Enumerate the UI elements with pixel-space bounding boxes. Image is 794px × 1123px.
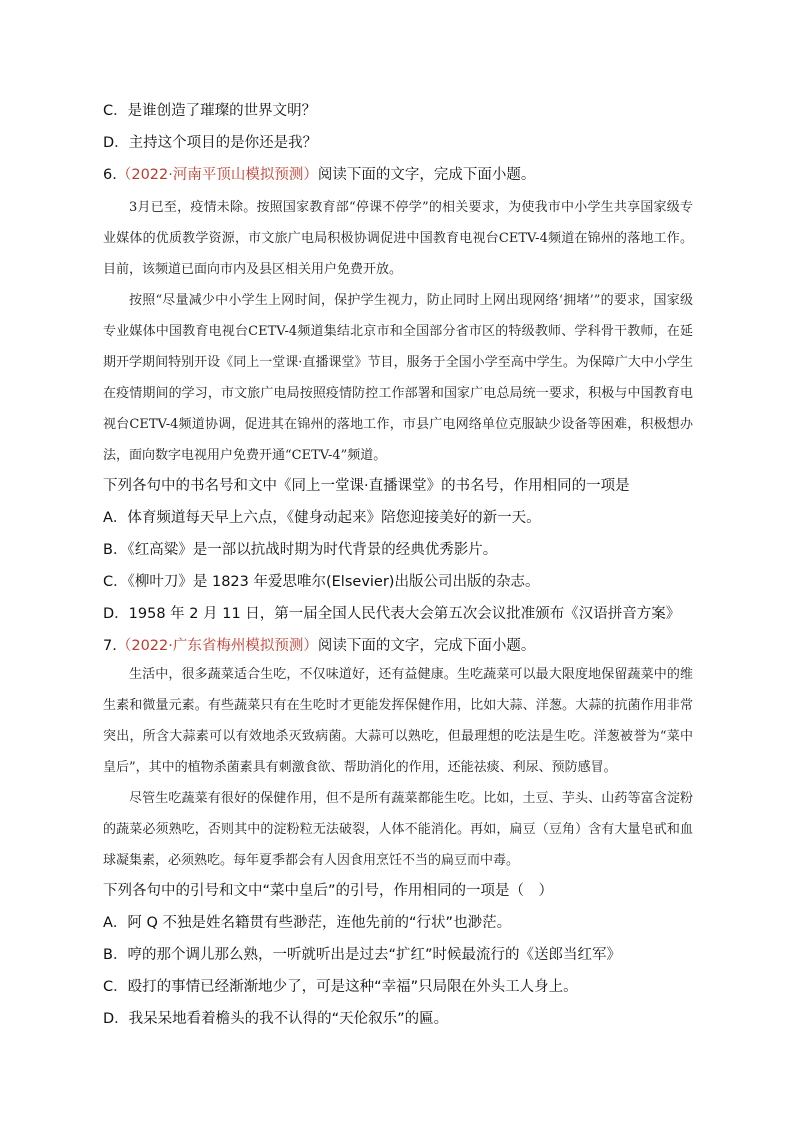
- q6-paragraph-2: 按照“尽量减少中小学生上网时间，保护学生视力，防止同时上网出现网络‘拥堵’”的要求，国家级专业媒体中国教育电视台CETV-4频道集结北京市和全国部分省市区的特级教师、学科骨干教师，在延期开学期间特别开设《同上一堂课·直播课堂》节目，服务于全国小学至高中学生。为保障广大中小学生在疫情期间的学习，市文旅广电局按照疫情防控工作部署和国家广电总局统一要求，积极与中国教育电视台CETV-4频道协调，促进其在锦州的落地工作，市县广电网络单位克服缺少设备等困难，积极想办法，面向数字电视用户免费开通“CETV-4”频道。: [103, 293, 693, 463]
- q7-instruction: 阅读下面的文字，完成下面小题。: [317, 638, 536, 654]
- q7-option-b: B．哼的那个调儿那么熟，一听就听出是过去“扩红”时候最流行的《送郎当红军》: [103, 947, 621, 963]
- q6-passage: [103, 192, 693, 471]
- q6-instruction: 阅读下面的文字，完成下面小题。: [317, 167, 536, 183]
- q7-option-c: C．殴打的事情已经渐渐地少了，可是这种“幸福”只局限在外头工人身上。: [103, 979, 578, 995]
- q7-paragraph-1: 生活中，很多蔬菜适合生吃，不仅味道好，还有益健康。生吃蔬菜可以最大限度地保留蔬菜中的维生素和微量元素。有些蔬菜只有在生吃时才更能发挥保健作用，比如大蒜、洋葱。大蒜的抗菌作用非常突出，所含大蒜素可以有效地杀灭致病菌。大蒜可以熟吃，但最理想的吃法是生吃。洋葱被誉为“菜中皇后”，其中的植物杀菌素具有刺激食欲、帮助消化的作用，还能祛痰、利尿、预防感冒。: [103, 667, 693, 775]
- q6-question: 下列各句中的书名号和文中《同上一堂课·直播课堂》的书名号，作用相同的一项是: [103, 478, 630, 494]
- q7-question: 下列各句中的引号和文中“菜中皇后”的引号，作用相同的一项是（ ）: [103, 883, 554, 899]
- q7-option-d: D．我呆呆地看着檐头的我不认得的“天伦叙乐”的匾。: [103, 1011, 449, 1027]
- prev-option-c: C．是谁创造了璀璨的世界文明？: [103, 103, 317, 119]
- q6-source: （2022·河南平顶山模拟预测）: [116, 167, 318, 183]
- q6-number: 6.: [103, 167, 117, 183]
- q7-header: [103, 636, 535, 656]
- q6-option-c: C．《柳叶刀》是 1823 年爱思唯尔(Elsevier)出版公司出版的杂志。: [103, 574, 540, 590]
- prev-option-d: D．主持这个项目的是你还是我？: [103, 135, 318, 151]
- q6-option-a: A．体育频道每天早上六点，《健身动起来》陪您迎接美好的新一天。: [103, 510, 541, 526]
- q6-header: [103, 165, 535, 185]
- q7-number: 7.: [103, 638, 117, 654]
- q6-option-d: D．1958 年 2 月 11 日，第一届全国人民代表大会第五次会议批准颁布《汉语拼音方案》: [103, 606, 681, 622]
- q7-passage: [103, 659, 693, 876]
- q6-paragraph-1: 3月已至，疫情未除。按照国家教育部“停课不停学”的相关要求，为使我市中小学生共享国家级专业媒体的优质教学资源，市文旅广电局积极协调促进中国教育电视台CETV-4频道在锦州的落地工作。目前，该频道已面向市内及县区相关用户免费开放。: [103, 200, 693, 277]
- q7-source: （2022·广东省梅州模拟预测）: [116, 638, 318, 654]
- q6-option-b: B．《红高粱》是一部以抗战时期为时代背景的经典优秀影片。: [103, 542, 498, 558]
- q7-option-a: A．阿 Q 不独是姓名籍贯有些渺茫，连他先前的“行状”也渺茫。: [103, 915, 512, 931]
- q7-paragraph-2: 尽管生吃蔬菜有很好的保健作用，但不是所有蔬菜都能生吃。比如，土豆、芋头、山药等富含淀粉的蔬菜必须熟吃，否则其中的淀粉粒无法破裂，人体不能消化。再如，扁豆（豆角）含有大量皂甙和血球凝集素，必须熟吃。每年夏季都会有人因食用烹饪不当的扁豆而中毒。: [103, 791, 693, 868]
